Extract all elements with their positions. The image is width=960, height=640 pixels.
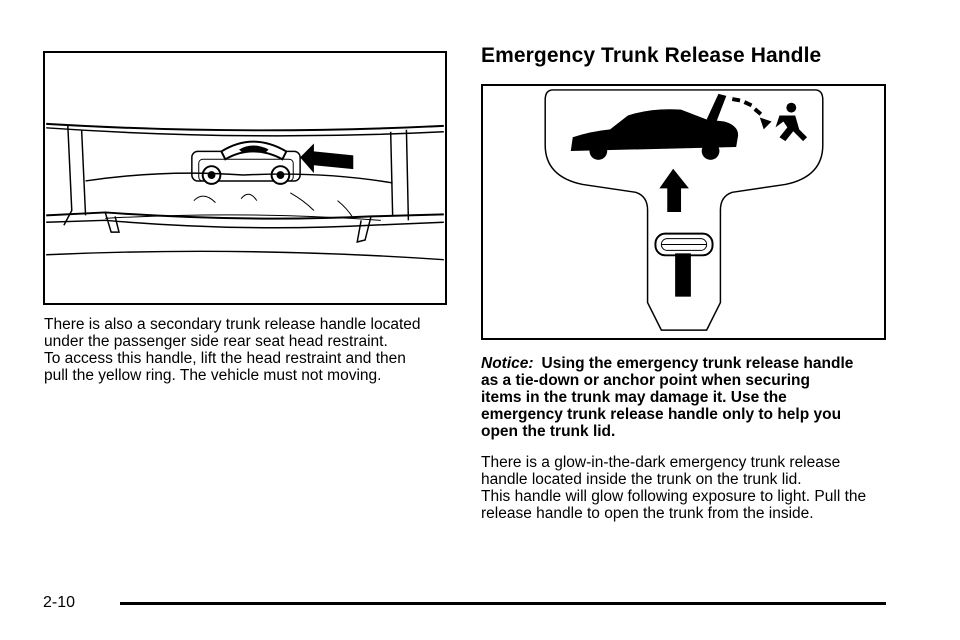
notice-text-line: as a tie-down or anchor point when securing (481, 372, 810, 389)
emergency-trunk-release-handle-drawing (483, 86, 884, 338)
text-line: There is a glow-in-the-dark emergency trunk release (481, 454, 841, 471)
notice-text-line: items in the trunk may damage it. Use the (481, 389, 787, 406)
trunk-release-behind-seat-drawing (45, 53, 445, 303)
emergency-trunk-release-handle-illustration (481, 84, 886, 340)
page-number: 2-10 (43, 594, 76, 611)
notice-text-line: open the trunk lid. (481, 423, 616, 440)
glow-handle-paragraph (481, 454, 896, 522)
text-line: under the passenger side rear seat head restraint. (44, 333, 388, 350)
trunk-release-behind-seat-illustration (43, 51, 447, 305)
notice-label: Notice: (481, 355, 534, 372)
secondary-release-paragraph (44, 316, 454, 384)
text-line: There is also a secondary trunk release handle located (44, 316, 421, 333)
notice-text-line: emergency trunk release handle only to help you (481, 406, 842, 423)
text-line: release handle to open the trunk from the inside. (481, 505, 814, 522)
section-heading: Emergency Trunk Release Handle (481, 44, 822, 67)
notice-paragraph (481, 355, 891, 440)
text-line: handle located inside the trunk on the trunk lid. (481, 471, 802, 488)
text-line: To access this handle, lift the head restraint and then (44, 350, 406, 367)
notice-text-line: Using the emergency trunk release handle (541, 355, 854, 372)
text-line: This handle will glow following exposure to light. Pull the (481, 488, 867, 505)
text-line: pull the yellow ring. The vehicle must not moving. (44, 367, 382, 384)
footer-rule (120, 602, 886, 605)
